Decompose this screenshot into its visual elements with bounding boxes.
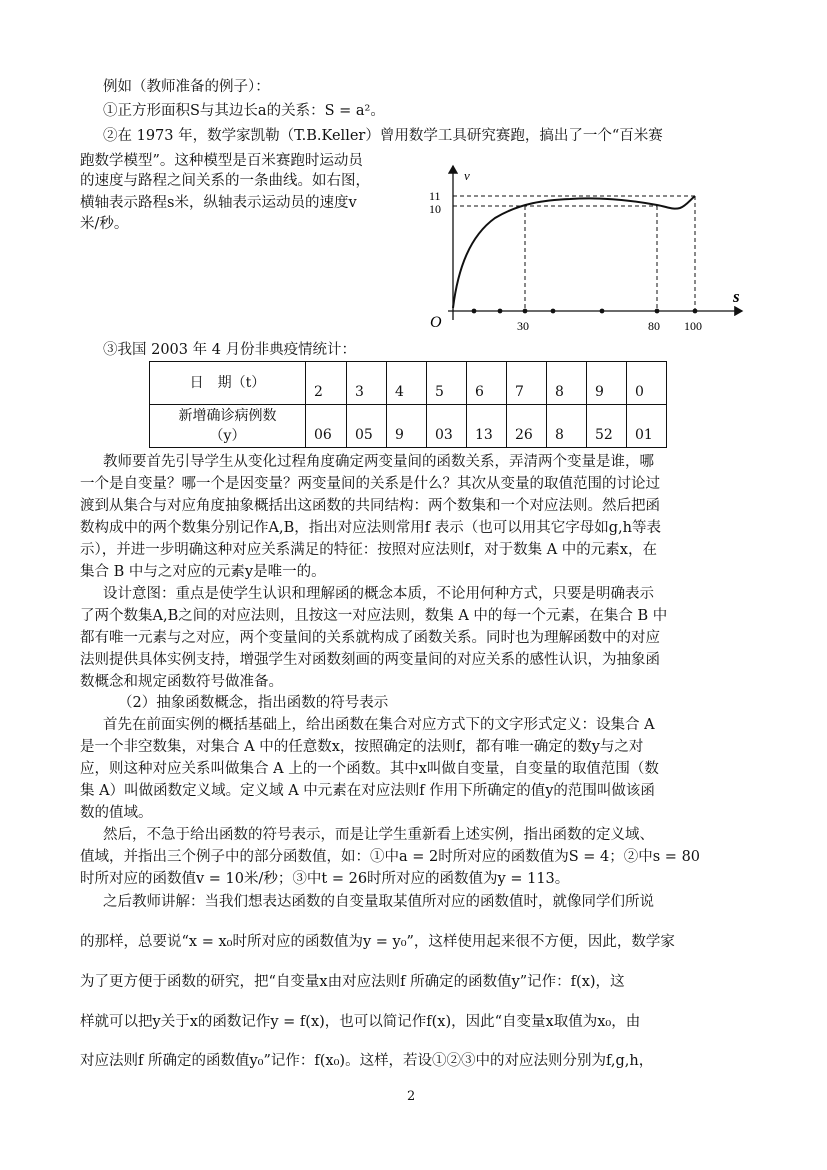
y-tick-10: 10 bbox=[429, 202, 441, 216]
para3-line: 应，则这种对应关系叫做集合 A 上的一个函数。其中x叫做自变量，自变量的取值范围（数 bbox=[80, 761, 659, 777]
section-heading: （2）抽象函数概念，指出函数的符号表示 bbox=[118, 695, 389, 711]
x-tick-30: 30 bbox=[517, 319, 529, 333]
page-number: 2 bbox=[407, 1089, 416, 1104]
table-cell: 4 bbox=[387, 362, 427, 405]
para1-line: 教师要首先引导学生从变化过程角度确定两变量间的函数关系，弄清两个变量是谁，哪 bbox=[103, 454, 654, 470]
table-cell: 52 bbox=[587, 405, 627, 448]
example-2-line2: 跑数学模型”。这种模型是百米赛跑时运动员 bbox=[80, 153, 363, 169]
table-cell: 13 bbox=[467, 405, 507, 448]
sars-table bbox=[149, 361, 667, 448]
speed-curve bbox=[453, 196, 695, 308]
para5-line: 之后教师讲解：当我们想表达函数的自变量取某值所对应的函数值时，就像同学们所说 bbox=[103, 894, 654, 910]
table-cell: 8 bbox=[547, 362, 587, 405]
table-cell: 0 bbox=[627, 362, 667, 405]
x-axis-label: s bbox=[733, 287, 740, 306]
para2-line: 数概念和规定函数符号做准备。 bbox=[80, 674, 283, 690]
para5-line: 为了更方便于函数的研究，把“自变量x由对应法则f 所确定的函数值y”记作：f(x)，这 bbox=[80, 974, 625, 990]
table-cell: 01 bbox=[627, 405, 667, 448]
table-cell: 7 bbox=[507, 362, 547, 405]
para1-line: 一个是自变量？哪一个是因变量？两变量间的关系是什么？其次从变量的取值范围的讨论过 bbox=[80, 476, 660, 492]
para2-line: 都有唯一元素与之对应，两个变量间的关系就构成了函数关系。同时也为理解函数中的对应 bbox=[80, 630, 660, 646]
table-header-cases-b: （y） bbox=[209, 428, 246, 444]
y-axis-label: v bbox=[464, 168, 470, 183]
table-row bbox=[150, 405, 667, 448]
para4-line: 然后，不急于给出函数的符号表示，而是让学生重新看上述实例，指出函数的定义域、 bbox=[103, 827, 654, 843]
table-header-cases bbox=[150, 405, 306, 448]
para3-line: 是一个非空数集，对集合 A 中的任意数x，按照确定的法则f，都有唯一确定的数y与之对 bbox=[80, 739, 644, 755]
origin-label: O bbox=[430, 314, 442, 331]
para4-line: 时所对应的函数值v = 10米/秒；③中t = 26时所对应的函数值为y = 113。 bbox=[80, 871, 570, 887]
para1-line: 集合 B 中与之对应的元素y是唯一的。 bbox=[80, 564, 326, 580]
table-cell: 3 bbox=[347, 362, 387, 405]
table-cell: 05 bbox=[347, 405, 387, 448]
sprint-model-figure bbox=[420, 158, 750, 333]
intro-line: 例如（教师准备的例子）： bbox=[103, 79, 270, 95]
para5-line: 的那样，总要说“x = x₀时所对应的函数值为y = y₀”，这样使用起来很不方便，因此，数学家 bbox=[80, 934, 675, 950]
table-header-date: 日 期（t） bbox=[150, 362, 306, 405]
para3-line: 首先在前面实例的概括基础上，给出函数在集合对应方式下的文字形式定义：设集合 A bbox=[103, 717, 655, 733]
x-tick-100: 100 bbox=[684, 319, 702, 333]
para1-line: 数构成中的两个数集分别记作A,B，指出对应法则常用f 表示（也可以用其它字母如g,h等表 bbox=[80, 520, 661, 536]
table-row bbox=[150, 362, 667, 405]
para2-line: 法则提供具体实例支持，增强学生对函数刻画的两变量间的对应关系的感性认识，为抽象函 bbox=[80, 652, 660, 668]
table-cell: 9 bbox=[587, 362, 627, 405]
table-header-cases-a: 新增确诊病例数 bbox=[178, 408, 277, 424]
table-cell: 2 bbox=[306, 362, 347, 405]
example-2-line4: 横轴表示路程s米，纵轴表示运动员的速度v bbox=[80, 195, 357, 211]
para2-line: 了两个数集A,B之间的对应法则，且按这一对应法则，数集 A 中的每一个元素，在集合 B 中 bbox=[80, 608, 668, 624]
example-1: ①正方形面积S与其边长a的关系：S = a²。 bbox=[103, 103, 385, 119]
table-cell: 5 bbox=[427, 362, 467, 405]
para3-line: 数的值域。 bbox=[80, 805, 153, 821]
x-tick-80: 80 bbox=[648, 319, 660, 333]
para4-line: 值域，并指出三个例子中的部分函数值，如：①中a = 2时所对应的函数值为S = 4；②中s = 80 bbox=[80, 849, 701, 865]
table-cell: 06 bbox=[306, 405, 347, 448]
para3-line: 集 A）叫做函数定义域。定义域 A 中元素在对应法则f 作用下所确定的值y的范围叫做该函 bbox=[80, 783, 655, 799]
para1-line: 渡到从集合与对应角度抽象概括出这函数的共同结构：两个数集和一个对应法则。然后把函 bbox=[80, 498, 660, 514]
table-cell: 8 bbox=[547, 405, 587, 448]
example-2-line5: 米/秒。 bbox=[80, 216, 129, 232]
para2-line: 设计意图：重点是使学生认识和理解函的概念本质，不论用何种方式，只要是明确表示 bbox=[103, 586, 654, 602]
para5-line: 样就可以把y关于x的函数记作y = f(x)，也可以简记作f(x)，因此“自变量x取值为x₀，由 bbox=[80, 1014, 641, 1030]
y-tick-11: 11 bbox=[429, 189, 441, 203]
para1-line: 示），并进一步明确这种对应关系满足的特征：按照对应法则f，对于数集 A 中的元素x，在 bbox=[80, 542, 657, 558]
example-2-line1: ②在 1973 年，数学家凯勒（T.B.Keller）曾用数学工具研究赛跑，搞出了一个“百米赛 bbox=[103, 128, 663, 144]
para5-line: 对应法则f 所确定的函数值y₀”记作：f(x₀)。这样，若设①②③中的对应法则分别为f,g,h， bbox=[80, 1053, 654, 1069]
example-3: ③我国 2003 年 4 月份非典疫情统计： bbox=[103, 342, 357, 358]
table-cell: 03 bbox=[427, 405, 467, 448]
example-2-line3: 的速度与路程之间关系的一条曲线。如右图， bbox=[80, 173, 370, 189]
table-cell: 6 bbox=[467, 362, 507, 405]
table-cell: 9 bbox=[387, 405, 427, 448]
table-cell: 26 bbox=[507, 405, 547, 448]
